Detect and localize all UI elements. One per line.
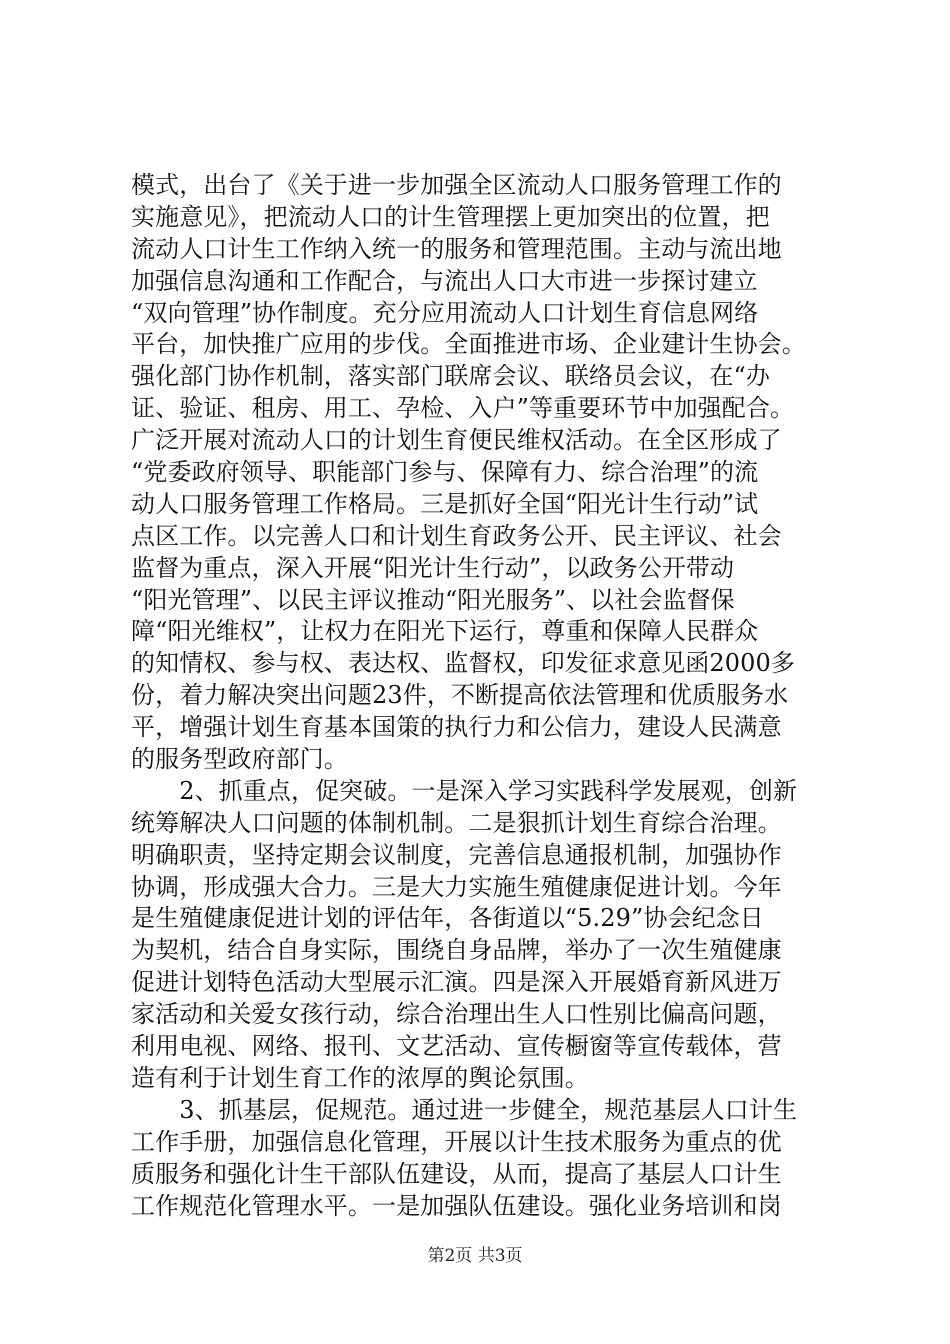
text-line: 促进计划特色活动大型展示汇演。四是深入开展婚育新风进万 bbox=[131, 968, 782, 997]
text-line: 2、抓重点，促突破。一是深入学习实践科学发展观，创新 bbox=[131, 776, 798, 805]
text-line: 监督为重点，深入开展“阳光计生行动”，以政务公开带动 bbox=[131, 553, 735, 582]
text-line: 流动人口计生工作纳入统一的服务和管理范围。主动与流出地 bbox=[131, 234, 782, 263]
text-line: 协调，形成强大合力。三是大力实施生殖健康促进计划。今年 bbox=[131, 872, 782, 901]
text-line: “双向管理”协作制度。充分应用流动人口计划生育信息网络 bbox=[131, 298, 759, 327]
page-footer bbox=[0, 1245, 950, 1267]
text-line: “党委政府领导、职能部门参与、保障有力、综合治理”的流 bbox=[131, 458, 759, 487]
text-line: 加强信息沟通和工作配合，与流出人口大市进一步探讨建立 bbox=[131, 266, 758, 295]
text-line: 家活动和关爱女孩行动，综合治理出生人口性别比偏高问题， bbox=[131, 1000, 782, 1029]
text-line: 障“阳光维权”，让权力在阳光下运行，尊重和保障人民群众 bbox=[131, 617, 759, 646]
text-line: 为契机，结合自身实际，围绕自身品牌，举办了一次生殖健康 bbox=[131, 936, 782, 965]
text-line: 平，增强计划生育基本国策的执行力和公信力，建设人民满意 bbox=[131, 713, 782, 742]
text-line: 实施意见》，把流动人口的计生管理摆上更加突出的位置，把 bbox=[131, 202, 770, 231]
text-line: 质服务和强化计生干部队伍建设，从而，提高了基层人口计生 bbox=[131, 1159, 782, 1188]
text-line: 工作手册，加强信息化管理，开展以计生技术服务为重点的优 bbox=[131, 1127, 782, 1156]
text-line: 是生殖健康促进计划的评估年，各街道以“5.29”协会纪念日 bbox=[131, 904, 764, 933]
text-line: 造有利于计划生育工作的浓厚的舆论氛围。 bbox=[131, 1063, 589, 1092]
paragraph-2 bbox=[131, 776, 831, 1095]
paragraph-3 bbox=[131, 1095, 831, 1223]
text-line: 统筹解决人口问题的体制机制。二是狠抓计划生育综合治理。 bbox=[131, 808, 782, 837]
text-line: 强化部门协作机制，落实部门联席会议、联络员会议，在“办 bbox=[131, 362, 770, 391]
paragraph-1 bbox=[131, 170, 831, 776]
text-line: 的知情权、参与权、表达权、监督权，印发征求意见函2000多 bbox=[131, 649, 795, 678]
document-body bbox=[131, 170, 831, 1222]
page-number-label: 第2页 共3页 bbox=[427, 1246, 523, 1266]
text-line: 利用电视、网络、报刊、文艺活动、宣传橱窗等宣传载体，营 bbox=[131, 1032, 782, 1061]
text-line: 动人口服务管理工作格局。三是抓好全国“阳光计生行动”试 bbox=[131, 489, 759, 518]
text-line: 广泛开展对流动人口的计划生育便民维权活动。在全区形成了 bbox=[131, 426, 782, 455]
text-line: 明确职责，坚持定期会议制度，完善信息通报机制，加强协作 bbox=[131, 840, 782, 869]
text-line: 工作规范化管理水平。一是加强队伍建设。强化业务培训和岗 bbox=[131, 1191, 782, 1220]
text-line: “阳光管理”、以民主评议推动“阳光服务”、以社会监督保 bbox=[131, 585, 735, 614]
text-line: 份，着力解决突出问题23件，不断提高依法管理和优质服务水 bbox=[131, 681, 789, 710]
text-line: 模式，出台了《关于进一步加强全区流动人口服务管理工作的 bbox=[131, 171, 782, 199]
text-line: 点区工作。以完善人口和计划生育政务公开、民主评议、社会 bbox=[131, 521, 782, 550]
text-line: 证、验证、租房、用工、孕检、入户”等重要环节中加强配合。 bbox=[131, 394, 795, 423]
text-line: 平台，加快推广应用的步伐。全面推进市场、企业建计生协会。 bbox=[131, 330, 806, 359]
text-line: 3、抓基层，促规范。通过进一步健全，规范基层人口计生 bbox=[131, 1095, 798, 1124]
text-line: 的服务型政府部门。 bbox=[131, 745, 348, 774]
